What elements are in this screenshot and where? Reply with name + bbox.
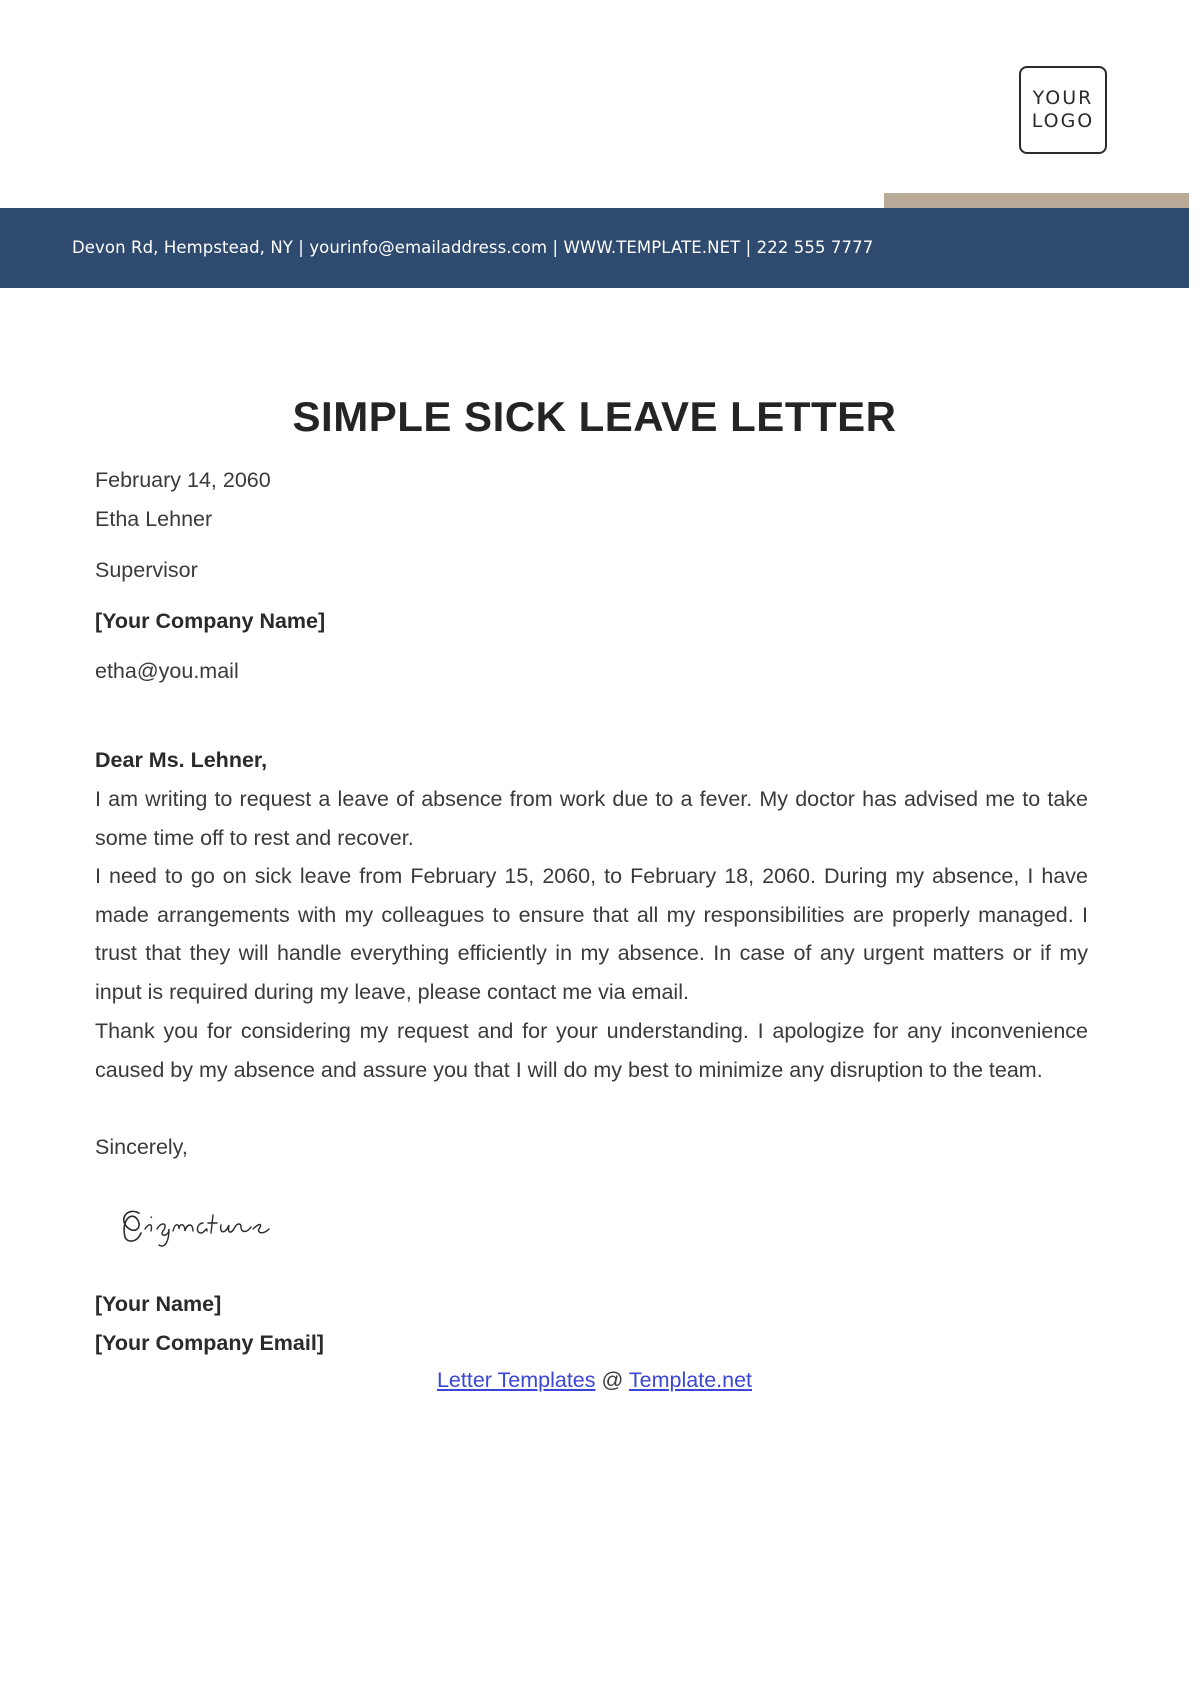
template-net-link[interactable]: Template.net [628,1368,753,1392]
body-paragraph-1: I am writing to request a leave of absence from work due to a fever. My doctor has advised me to take some time off to rest and recover. [95,787,1088,850]
footer-links [0,1368,1189,1393]
letter-date: February 14, 2060 [95,468,271,492]
signature-image [117,1193,277,1249]
letter-templates-link[interactable]: Letter Templates [436,1368,596,1392]
recipient-name: Etha Lehner [95,507,213,531]
sender-email: [Your Company Email] [95,1331,324,1355]
page-title: SIMPLE SICK LEAVE LETTER [292,393,897,440]
closing: Sincerely, [95,1135,188,1159]
recipient-company: [Your Company Name] [95,609,326,633]
header-band [0,208,1189,288]
footer-separator: @ [601,1368,624,1392]
body-paragraph-3: Thank you for considering my request and for your understanding. I apologize for any inconvenience caused by my absence and assure you that I will do my best to minimize any disruption to the team. [95,1019,1088,1082]
logo-line-2: LOGO [1031,110,1095,132]
recipient-position: Supervisor [95,558,198,582]
header-accent-bar [884,193,1189,208]
body-paragraph-2: I need to go on sick leave from February 15, 2060, to February 18, 2060. During my absence, I have made arrangements with my colleagues to ensure that all my responsibilities are properly managed. I trust that they will handle everything efficiently in my absence. In case of any urgent matters or if my input is required during my leave, please contact me via email. [95,864,1088,1005]
sender-name: [Your Name] [95,1292,222,1316]
logo-placeholder [1019,66,1107,154]
salutation: Dear Ms. Lehner, [95,748,268,772]
recipient-email: etha@you.mail [95,659,239,683]
header-contact-info: Devon Rd, Hempstead, NY | yourinfo@emailaddress.com | WWW.TEMPLATE.NET | 222 555 7777 [72,238,874,257]
logo-line-1: YOUR [1032,87,1094,109]
